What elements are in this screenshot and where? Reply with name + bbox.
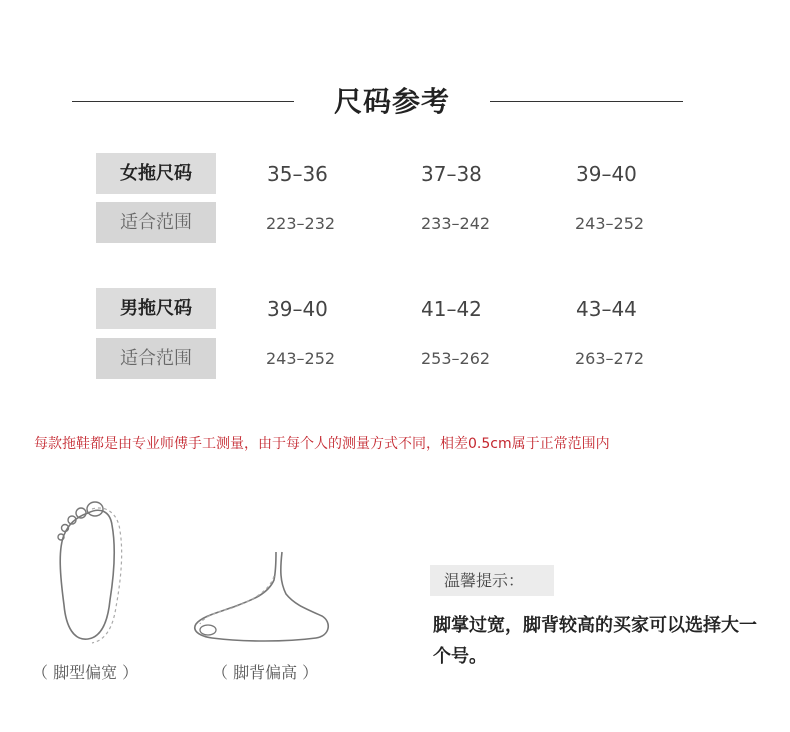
wide-foot-caption: （ 脚型偏宽 ） xyxy=(32,663,139,682)
title-rule-left xyxy=(72,101,294,102)
wide-foot-icon xyxy=(50,495,130,645)
high-instep-foot-icon xyxy=(190,550,335,645)
women-size-3: 39–40 xyxy=(576,162,637,186)
men-range-3: 263–272 xyxy=(575,349,645,368)
men-size-1: 39–40 xyxy=(267,297,328,321)
women-range-label: 适合范围 xyxy=(96,202,216,243)
tip-label: 温馨提示： xyxy=(430,565,554,596)
high-instep-caption: （ 脚背偏高 ） xyxy=(212,663,319,682)
men-range-2: 253–262 xyxy=(421,349,491,368)
page-title: 尺码参考 xyxy=(333,85,450,118)
men-range-1: 243–252 xyxy=(266,349,336,368)
women-range-2: 233–242 xyxy=(421,214,491,233)
women-size-label: 女拖尺码 xyxy=(96,153,216,194)
women-range-1: 223–232 xyxy=(266,214,336,233)
women-size-1: 35–36 xyxy=(267,162,328,186)
women-size-2: 37–38 xyxy=(421,162,482,186)
men-size-label: 男拖尺码 xyxy=(96,288,216,329)
title-rule-right xyxy=(490,101,683,102)
men-size-2: 41–42 xyxy=(421,297,482,321)
women-range-3: 243–252 xyxy=(575,214,645,233)
measurement-notice: 每款拖鞋都是由专业师傅手工测量，由于每个人的测量方式不同，相差0.5cm属于正常范围内 xyxy=(34,436,610,452)
men-size-3: 43–44 xyxy=(576,297,637,321)
tip-text: 脚掌过宽，脚背较高的买家可以选择大一个号。 xyxy=(433,615,757,667)
men-range-label: 适合范围 xyxy=(96,338,216,379)
